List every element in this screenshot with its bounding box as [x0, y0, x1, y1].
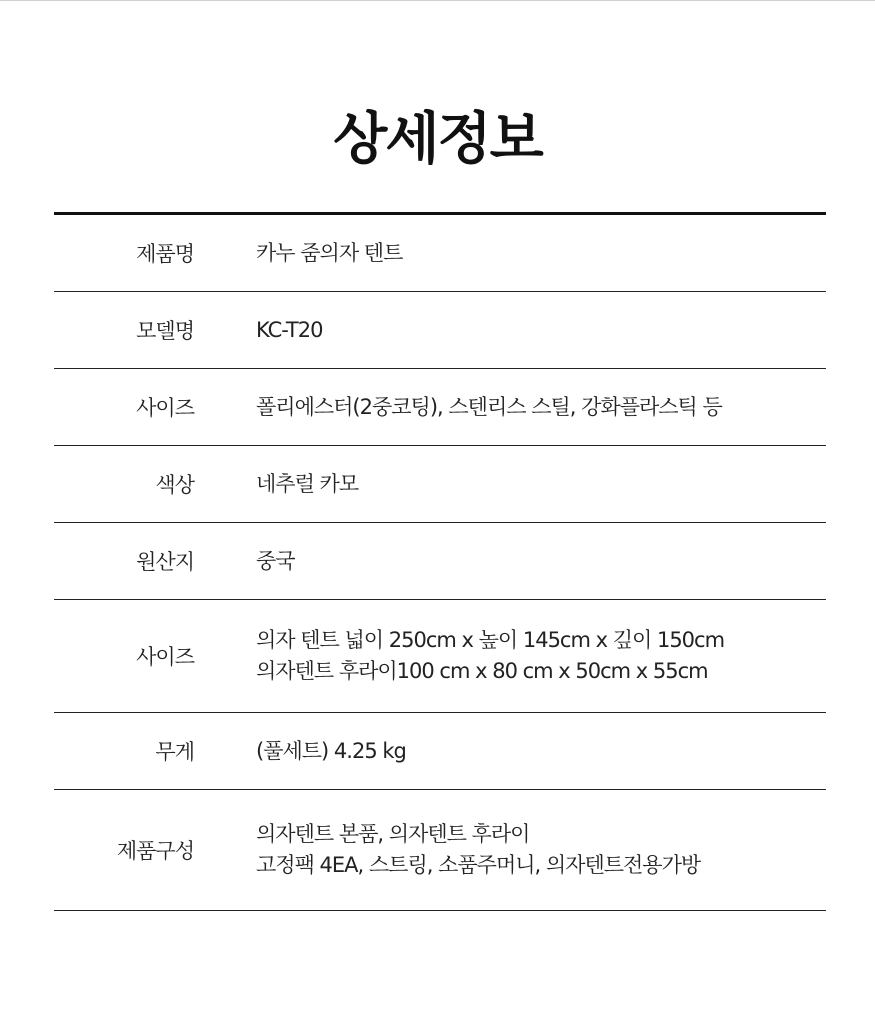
spec-label: 제품구성 [116, 839, 194, 863]
spec-value [256, 238, 402, 269]
spec-table [54, 212, 826, 911]
spec-value-line: KC-T20 [256, 317, 323, 342]
spec-value-line: 의자 텐트 넓이 250cm x 높이 145cm x 깊이 150cm [256, 628, 725, 652]
spec-value [256, 736, 406, 767]
spec-label: 제품명 [136, 242, 194, 266]
spec-value [256, 315, 323, 346]
top-divider [0, 0, 875, 1]
spec-row-material [54, 369, 826, 446]
spec-label: 원산지 [136, 550, 194, 574]
spec-value-line: 의자텐트 후라이100 cm x 80 cm x 50cm x 55cm [256, 659, 708, 683]
spec-value-line: 의자텐트 본품, 의자텐트 후라이 [256, 822, 530, 846]
spec-row-contents [54, 790, 826, 911]
spec-row-size [54, 600, 826, 713]
spec-value [256, 392, 722, 423]
spec-value-line: 네추럴 카모 [256, 471, 359, 496]
spec-value [256, 546, 295, 577]
spec-row-origin [54, 523, 826, 600]
spec-label: 모델명 [136, 319, 194, 343]
spec-label: 무게 [155, 740, 194, 764]
spec-row-weight [54, 713, 826, 790]
spec-value [256, 819, 700, 881]
spec-value-line: (풀세트) 4.25 kg [256, 738, 406, 763]
spec-label: 사이즈 [136, 645, 194, 669]
spec-value-line: 폴리에스터(2중코팅), 스텐리스 스틸, 강화플라스틱 등 [256, 394, 722, 419]
spec-label: 사이즈 [136, 396, 194, 420]
spec-value-line: 중국 [256, 548, 295, 573]
spec-value-line: 고정팩 4EA, 스트링, 소품주머니, 의자텐트전용가방 [256, 853, 701, 877]
spec-row-product-name [54, 215, 826, 292]
spec-value [256, 625, 724, 687]
spec-label: 색상 [155, 473, 194, 497]
spec-value-line: 카누 줌의자 텐트 [256, 240, 403, 265]
spec-row-model-name [54, 292, 826, 369]
page-title: 상세정보 [333, 107, 542, 172]
spec-value [256, 469, 358, 500]
spec-row-color [54, 446, 826, 523]
